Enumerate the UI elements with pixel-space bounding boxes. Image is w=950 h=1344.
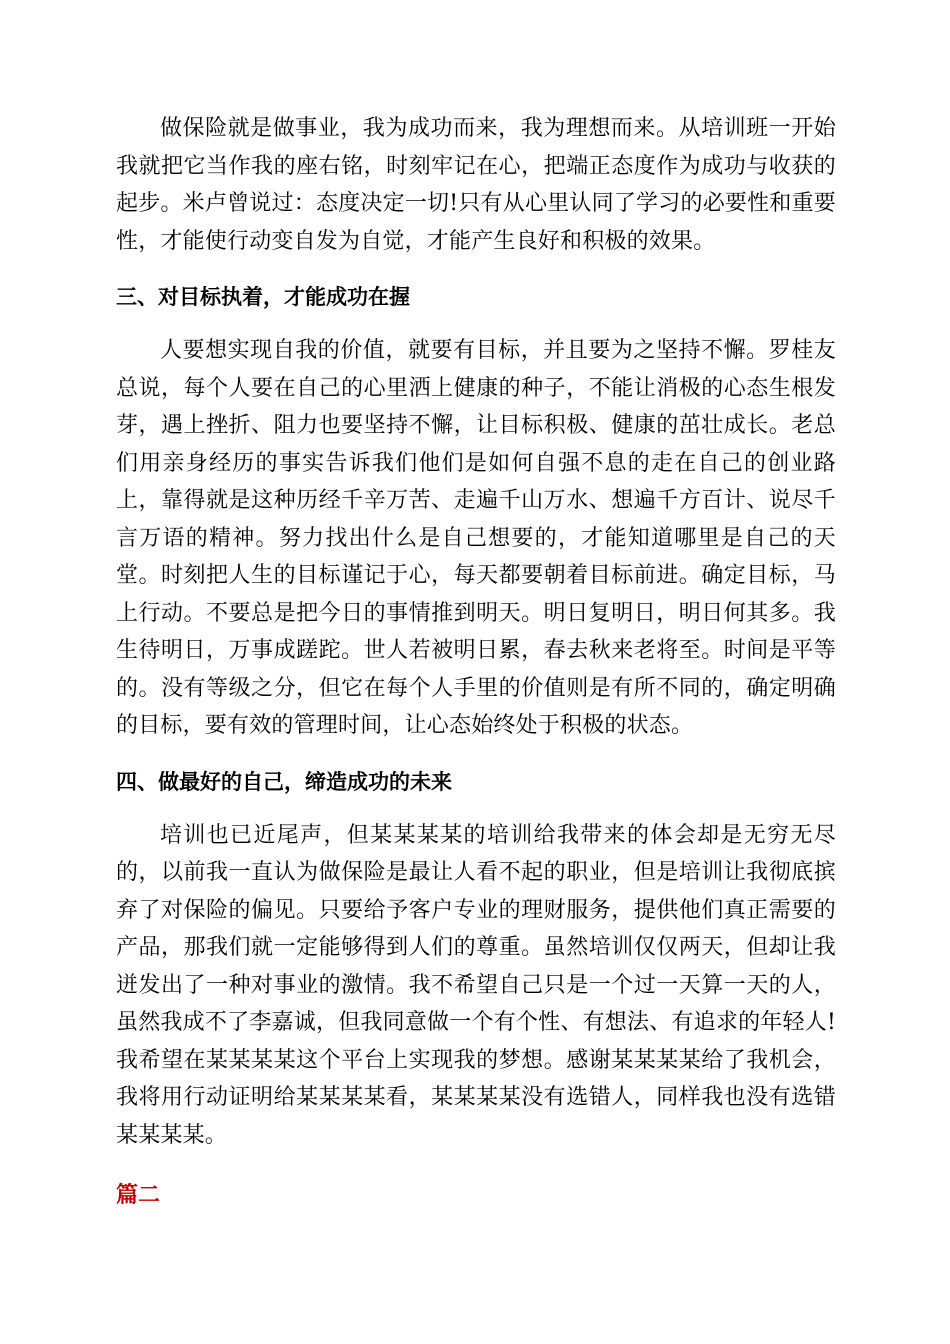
- paragraph-goals: 人要想实现自我的价值，就要有目标，并且要为之坚持不懈。罗桂友总说，每个人要在自己的心里洒上健康的种子，不能让消极的心态生根发芽，遇上挫折、阻力也要坚持不懈，让目标积极、健康的茁壮成长。老总们用亲身经历的事实告诉我们他们是如何自强不息的走在自己的创业路上，靠得就是这种历经千辛万苦、走遍千山万水、想遍千方百计、说尽千言万语的精神。努力找出什么是自己想要的，才能知道哪里是自己的天堂。时刻把人生的目标谨记于心，每天都要朝着目标前进。确定目标，马上行动。不要总是把今日的事情推到明天。明日复明日，明日何其多。我生待明日，万事成蹉跎。世人若被明日累，春去秋来老将至。时间是平等的。没有等级之分，但它在每个人手里的价值则是有所不同的，确定明确的目标，要有效的管理时间，让心态始终处于积极的状态。: [116, 338, 836, 738]
- section-heading-3: 三、对目标执着，才能成功在握: [116, 285, 410, 309]
- paragraph-future: 培训也已近尾声，但某某某某的培训给我带来的体会却是无穷无尽的，以前我一直认为做保险是最让人看不起的职业，但是培训让我彻底摈弃了对保险的偏见。只要给予客户专业的理财服务，提供他们真正需要的产品，那我们就一定能够得到人们的尊重。虽然培训仅仅两天，但却让我迸发出了一种对事业的激情。我不希望自己只是一个过一天算一天的人，虽然我成不了李嘉诚，但我同意做一个有个性、有想法、有追求的年轻人!我希望在某某某某这个平台上实现我的梦想。感谢某某某某给了我机会，我将用行动证明给某某某某看，某某某某没有选错人，同样我也没有选错某某某某。: [116, 822, 836, 1148]
- section-heading-4: 四、做最好的自己，缔造成功的未来: [116, 769, 452, 794]
- part-title: 篇二: [116, 1183, 161, 1208]
- document-page: [116, 110, 836, 1231]
- paragraph-attitude: 做保险就是做事业，我为成功而来，我为理想而来。从培训班一开始我就把它当作我的座右铭，时刻牢记在心，把端正态度作为成功与收获的起步。米卢曾说过：态度决定一切!只有从心里认同了学习的必要性和重要性，才能使行动变自发为自觉，才能产生良好和积极的效果。: [116, 116, 836, 254]
